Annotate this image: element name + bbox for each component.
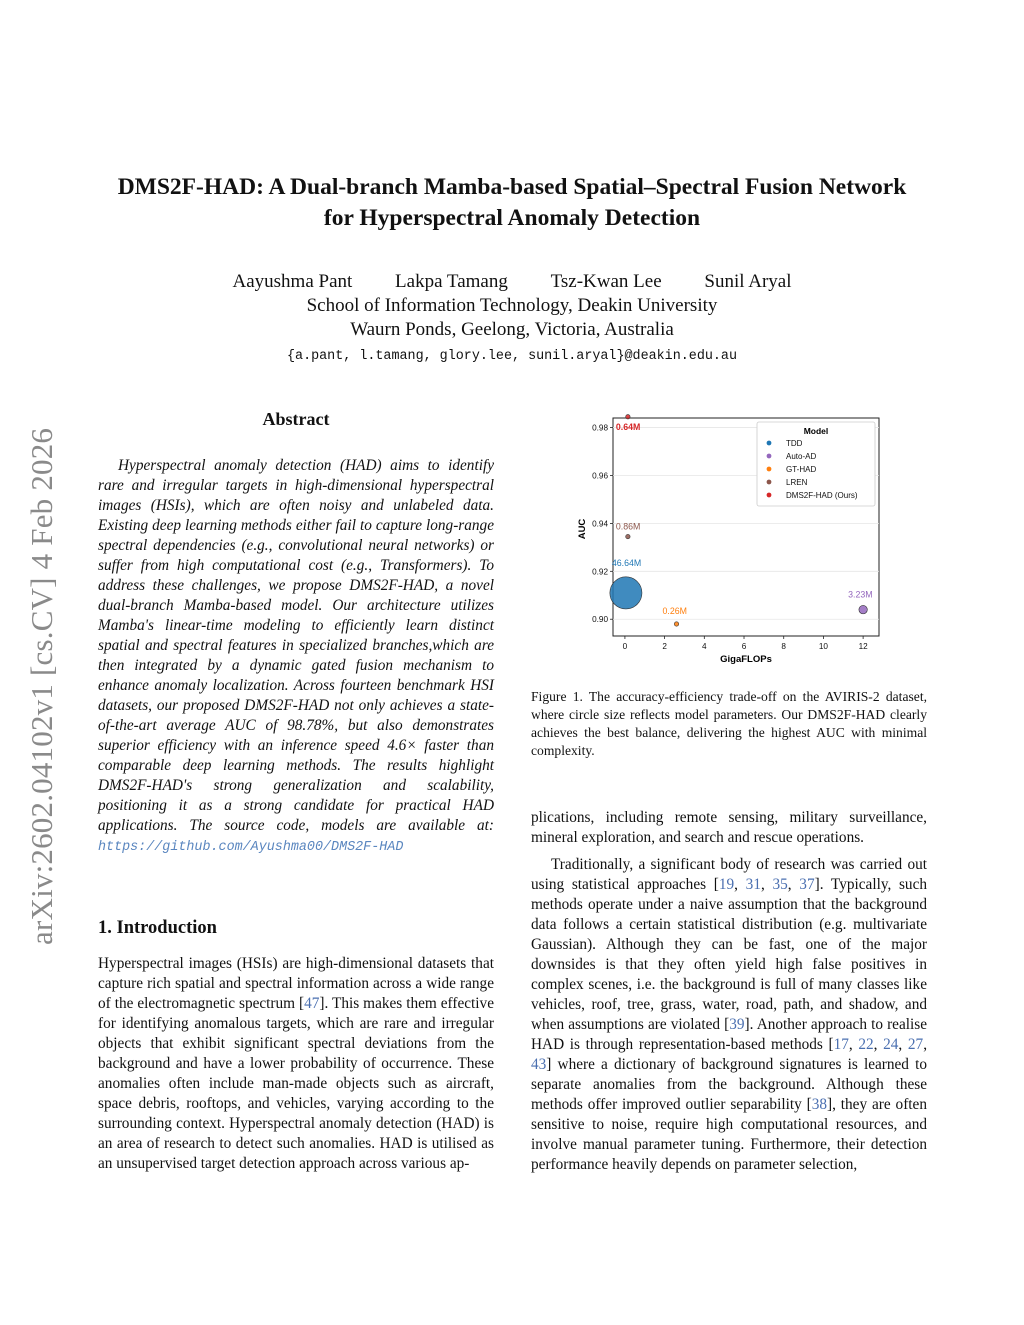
right-column-paragraph: Traditionally, a significant body of research was carried out using statistical approaches [19, 31, 35, 37]. Typically, such methods operate under a naive assumption that the background data follows a certain statistical distribution (e.g. multivariate Gaussian). Although they can be fast, one of the major downsides is that they often yield high false positives in complex scenes, i.e. the background is full of many classes like vehicles, roof, tree, grass, water, road, path, and shadow, and when assumptions are violated [39]. Another approach to realise HAD is through representation-based methods [17, 22, 24, 27, 43] where a dictionary of background signatures is learned to separate anomalies from the background. Although these methods offer improved outlier separability [38], they are often sensitive to noise, require high computational resources, and involve manual parameter tuning. Furthermore, their detection performance heavily depends on parameter selection,: [531, 856, 928, 1173]
citation-link[interactable]: 43: [531, 1056, 547, 1073]
legend-marker: [767, 467, 772, 472]
citation-link[interactable]: 37: [799, 876, 815, 893]
x-tick-label: 2: [662, 642, 667, 651]
x-tick-label: 10: [818, 642, 828, 651]
body-text: ]. Another approach to realise HAD is through representation-based methods [: [531, 1016, 927, 1053]
abstract-heading: Abstract: [262, 409, 330, 429]
title-line-2: for Hyperspectral Anomaly Detection: [323, 205, 701, 231]
abstract-body: [98, 456, 494, 858]
y-tick-label: 0.90: [592, 615, 608, 625]
citation-link[interactable]: 24: [883, 1036, 899, 1053]
body-text: ], they are often sensitive to noise, require high computational resources, and involve manual parameter tuning. Furthermore, their detection performance heavily depends on parameter selection,: [531, 1096, 927, 1173]
author-block: [60, 270, 964, 369]
citation-link[interactable]: 27: [907, 1036, 924, 1053]
data-point: [610, 577, 642, 609]
source-code-link[interactable]: https://github.com/Ayushma00/DMS2F-HAD: [98, 840, 404, 855]
data-label: 0.26M: [662, 606, 687, 617]
author-emails: {a.pant, l.tamang, glory.lee, sunil.aryal}@deakin.edu.au: [287, 349, 737, 364]
y-tick-label: 0.96: [592, 471, 608, 481]
abstract-text: Hyperspectral anomaly detection (HAD) aims to identify rare and irregular targets in high-dimensional hyperspectral images (HSIs), which are often noisy and unlabeled data. Existing deep learning methods either fail to capture long-range spectral dependencies (e.g., convolutional neural networks) or suffer from high computational cost (e.g., Transformers). To address these challenges, we propose DMS2F-HAD, a novel dual-branch Mamba-based model. Our architecture utilizes Mamba's linear-time modeling to efficiently learn distinct spatial and spectral features in specialized branches,which are then integrated by a dynamic gated fusion mechanism to enhance anomaly localization. Across fourteen benchmark HSI datasets, our proposed DMS2F-HAD not only achieves a state-of-the-art average AUC of 98.78%, but also demonstrates superior efficiency with an inference speed 4.6× faster than comparable deep learning methods. The results highlight DMS2F-HAD's strong generalization and scalability, positioning it as a strong candidate for practical HAD applications. The source code, models are available at:: [98, 457, 494, 834]
arxiv-stamp: arXiv:2602.04102v1 [cs.CV] 4 Feb 2026: [24, 427, 59, 945]
intro-body: [98, 954, 494, 1174]
citation-link[interactable]: 35: [772, 876, 788, 893]
data-label: 0.64M: [615, 421, 641, 432]
intro-text: ]. This makes them effective for identifying anomalous targets, which are rare and irregular objects that exhibit significant spectral deviations from the background and have a lower probability of occurrence. These anomalies often include man-made objects such as aircraft, space debris, rooftops, and vehicles, varying according to the surrounding context. Hyperspectral anomaly detection (HAD) is an area of research to detect such anomalies. HAD is utilised as an unsupervised target detection approach across various ap-: [98, 995, 494, 1172]
data-point: [626, 415, 630, 419]
figure-caption: Figure 1. The accuracy-efficiency trade-off on the AVIRIS-2 dataset, where circle size reflects model parameters. Our DMS2F-HAD clearly achieves the best balance, delivering the highest AUC with minimal complexity.: [531, 689, 927, 758]
citation-link[interactable]: 38: [811, 1096, 827, 1113]
author-name: Tsz-Kwan Lee: [550, 271, 662, 292]
data-point: [674, 622, 678, 626]
citation-link[interactable]: 22: [858, 1036, 874, 1053]
y-tick-label: 0.98: [592, 423, 608, 433]
author-name: Sunil Aryal: [704, 271, 792, 292]
data-point: [859, 605, 867, 613]
legend-label: DMS2F-HAD (Ours): [786, 491, 858, 500]
x-tick-label: 6: [741, 642, 747, 651]
right-column-continuation: [531, 808, 927, 848]
citation-link[interactable]: 17: [833, 1036, 849, 1053]
legend-label: LREN: [786, 478, 808, 487]
figure-1-chart: [560, 410, 890, 670]
affiliation: School of Information Technology, Deakin University: [306, 295, 718, 316]
data-point: [626, 534, 630, 538]
legend-marker: [767, 480, 772, 485]
title-line-1: DMS2F-HAD: A Dual-branch Mamba-based Spatial–Spectral Fusion Network: [117, 174, 907, 200]
author-name: Aayushma Pant: [232, 271, 353, 292]
continuation-text: plications, including remote sensing, military surveillance, mineral exploration, and search and rescue operations.: [531, 809, 927, 846]
x-tick-label: 4: [702, 642, 707, 651]
x-tick-label: 8: [781, 642, 786, 651]
legend-label: GT-HAD: [786, 465, 817, 474]
author-names: [60, 270, 964, 294]
data-label: 0.86M: [615, 521, 641, 532]
data-label: 46.64M: [611, 557, 642, 568]
y-tick-label: 0.92: [592, 567, 608, 577]
citation-link[interactable]: 31: [745, 876, 761, 893]
legend-marker: [767, 493, 772, 498]
y-axis-label: AUC: [577, 518, 588, 540]
author-name: Lakpa Tamang: [395, 271, 508, 292]
body-text: ] where a dictionary of background signatures is learned to separate anomalies from the background. Although these methods offer improved outlier separability [: [531, 1056, 927, 1113]
body-text: ]. Typically, such methods operate under a naive assumption that the background data follows a certain statistical distribution (e.g. multivariate Gaussian). Although they can be fast, one of the major downsides is that they often yield high false positives in complex scenes, i.e. the background is full of many classes like vehicles, roof, tree, grass, water, road, path, and shadow, and when assumptions are violated [: [531, 876, 928, 1033]
intro-text: Hyperspectral images (HSIs) are high-dimensional datasets that capture rich spatial and spectral information across a wide range of the electromagnetic spectrum [: [98, 955, 494, 1012]
legend: [757, 422, 875, 506]
data-label: 3.23M: [848, 589, 873, 600]
x-tick-label: 0: [622, 642, 628, 651]
location: Waurn Ponds, Geelong, Victoria, Australia: [350, 319, 674, 340]
y-tick-label: 0.94: [592, 519, 608, 529]
legend-label: TDD: [786, 439, 803, 448]
citation-link[interactable]: 47: [304, 995, 320, 1012]
x-axis-label: GigaFLOPs: [720, 654, 772, 665]
body-text: Traditionally, a significant body of research was carried out using statistical approaches [: [531, 856, 927, 893]
paper-title: [60, 172, 964, 234]
legend-label: Auto-AD: [786, 452, 817, 461]
legend-marker: [767, 454, 772, 459]
legend-marker: [767, 441, 772, 446]
legend-title: Model: [803, 426, 829, 436]
citation-link[interactable]: 39: [729, 1016, 745, 1033]
x-tick-label: 12: [858, 642, 868, 651]
intro-heading: 1. Introduction: [98, 918, 217, 938]
citation-link[interactable]: 19: [718, 876, 735, 893]
